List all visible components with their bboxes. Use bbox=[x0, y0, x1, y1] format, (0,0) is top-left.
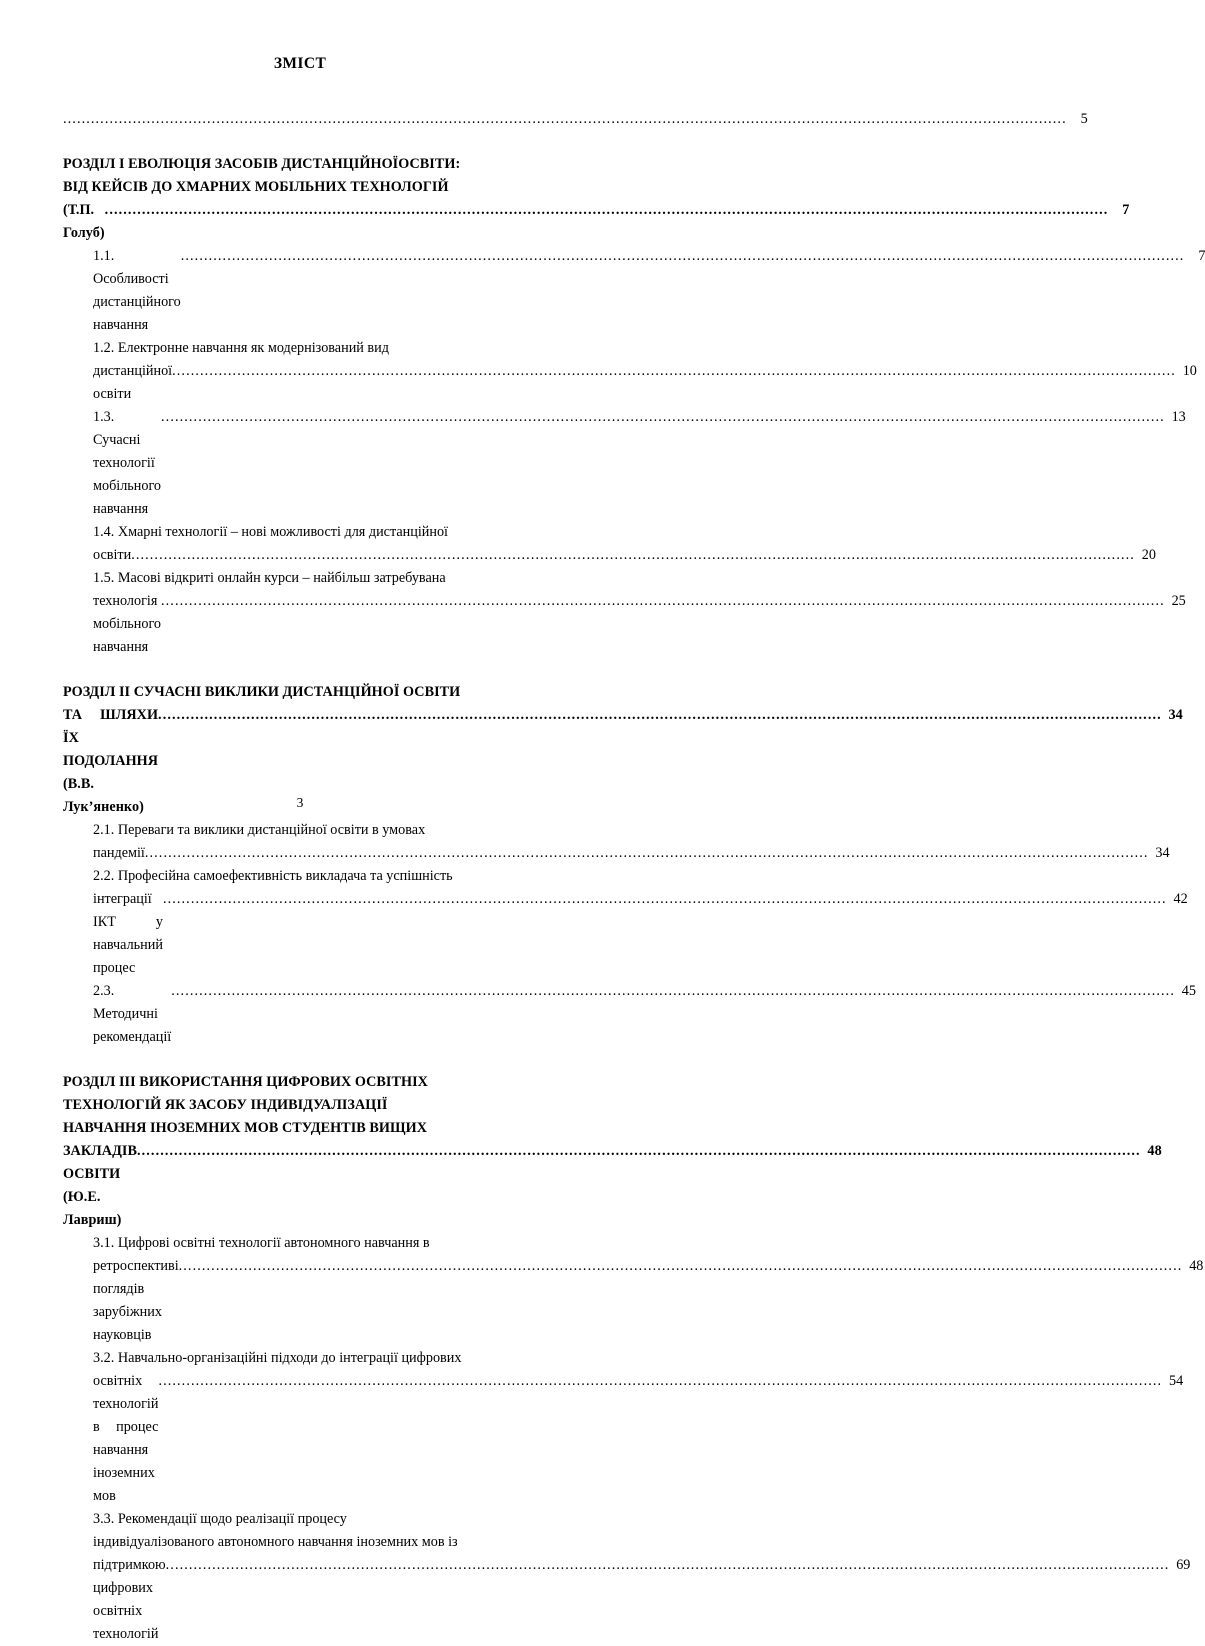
toc-entry-row bbox=[93, 1255, 1204, 1347]
dot-leader bbox=[172, 360, 1176, 383]
toc-entry-line: РОЗДІЛ ІІІ ВИКОРИСТАННЯ ЦИФРОВИХ ОСВІТНІХ bbox=[63, 1074, 428, 1090]
toc-entry-page-number: 5 bbox=[1080, 111, 1088, 127]
dot-leader bbox=[158, 1370, 1162, 1393]
toc-entry-label: пандемії bbox=[93, 845, 145, 861]
toc-entry-line: 2.2. Професійна самоефективність викладача та успішність bbox=[93, 868, 453, 884]
toc-entry-label: 1.1. Особливості дистанційного навчання bbox=[93, 248, 185, 333]
dot-leader bbox=[163, 888, 1167, 911]
section-spacer bbox=[63, 131, 539, 153]
toc-chapter-entry[interactable] bbox=[63, 1071, 1162, 1232]
toc-entry-row bbox=[93, 360, 1197, 406]
toc-subsection-entry[interactable] bbox=[93, 567, 1186, 659]
section-spacer bbox=[63, 659, 539, 681]
toc-entry-label: освіти bbox=[93, 547, 135, 563]
section-spacer bbox=[63, 1049, 539, 1071]
toc-entry-line: 1.5. Масові відкриті онлайн курси – найбільш затребувана bbox=[93, 570, 446, 586]
dot-leader bbox=[161, 590, 1165, 613]
table-of-contents bbox=[63, 108, 1205, 1646]
toc-entry-row bbox=[93, 980, 1196, 1049]
toc-entry-page-number: 54 bbox=[1168, 1373, 1184, 1389]
toc-entry-page-number: 34 bbox=[1168, 707, 1183, 723]
dot-leader bbox=[105, 199, 1109, 222]
toc-entry-label: технологія мобільного навчання bbox=[93, 593, 165, 655]
toc-entry-line: НАВЧАННЯ ІНОЗЕМНИХ МОВ СТУДЕНТІВ ВИЩИХ bbox=[63, 1120, 427, 1136]
toc-entry-page-number: 10 bbox=[1182, 363, 1197, 379]
toc-subsection-entry[interactable] bbox=[93, 980, 1196, 1049]
toc-entry-line: РОЗДІЛ І ЕВОЛЮЦІЯ ЗАСОБІВ ДИСТАНЦІЙНОЇОСВІТИ: bbox=[63, 156, 461, 172]
toc-entry-label: ТА ШЛЯХИ ЇХ ПОДОЛАННЯ (В.В. Лук’яненко) bbox=[63, 707, 162, 815]
toc-entry-line: ТЕХНОЛОГІЙ ЯК ЗАСОБУ ІНДИВІДУАЛІЗАЦІЇ bbox=[63, 1097, 388, 1113]
toc-entry-label: ЗАКЛАДІВ ОСВІТИ (Ю.Е. Лавриш) bbox=[63, 1143, 141, 1228]
toc-chapter-entry[interactable] bbox=[63, 153, 1130, 245]
toc-subsection-entry[interactable] bbox=[93, 1508, 1191, 1646]
toc-entry-label: ретроспективі поглядів зарубіжних науковців bbox=[93, 1258, 183, 1343]
dot-leader bbox=[63, 108, 1067, 131]
toc-entry-row bbox=[63, 108, 1088, 131]
toc-subsection-entry[interactable] bbox=[93, 521, 1156, 567]
toc-subsection-entry[interactable] bbox=[93, 337, 1197, 406]
toc-entry-page-number: 7 bbox=[1198, 248, 1205, 264]
toc-entry-line: індивідуалізованого автономного навчання іноземних мов із bbox=[93, 1534, 458, 1550]
toc-entry-line: 3.1. Цифрові освітні технології автономного навчання в bbox=[93, 1235, 430, 1251]
dot-leader bbox=[131, 544, 1135, 567]
toc-entry-label: освітніх технологій в процес навчання іноземних мов bbox=[93, 1373, 162, 1504]
toc-entry-line: 3.3. Рекомендації щодо реалізації процесу bbox=[93, 1511, 347, 1527]
toc-subsection-entry[interactable] bbox=[93, 406, 1186, 521]
toc-entry-row bbox=[63, 1140, 1162, 1232]
toc-entry-page-number: 7 bbox=[1122, 202, 1130, 218]
toc-entry-page-number: 48 bbox=[1147, 1143, 1162, 1159]
toc-entry-row bbox=[93, 842, 1170, 865]
toc-subsection-entry[interactable] bbox=[93, 1347, 1184, 1508]
toc-entry-label: 2.3. Методичні рекомендації bbox=[93, 983, 172, 1045]
toc-entry-line: 2.1. Переваги та виклики дистанційної освіти в умовах bbox=[93, 822, 426, 838]
toc-entry-page-number: 25 bbox=[1171, 593, 1186, 609]
toc-entry-line: 1.4. Хмарні технології – нові можливості для дистанційної bbox=[93, 524, 448, 540]
toc-entry-label: (Т.П. Голуб) bbox=[63, 202, 109, 241]
dot-leader bbox=[179, 1255, 1183, 1278]
toc-entry-row bbox=[93, 544, 1156, 567]
toc-entry-line: ВІД КЕЙСІВ ДО ХМАРНИХ МОБІЛЬНИХ ТЕХНОЛОГІЙ bbox=[63, 179, 449, 195]
toc-entry-row bbox=[93, 1370, 1184, 1508]
toc-subsection-entry[interactable] bbox=[93, 245, 1205, 337]
toc-entry-line: РОЗДІЛ ІІ СУЧАСНІ ВИКЛИКИ ДИСТАНЦІЙНОЇ ОСВІТИ bbox=[63, 684, 461, 700]
toc-entry-row bbox=[63, 199, 1130, 245]
dot-leader bbox=[137, 1140, 1141, 1163]
dot-leader bbox=[158, 704, 1162, 727]
toc-entry-page-number: 42 bbox=[1173, 891, 1188, 907]
toc-entry[interactable] bbox=[63, 108, 1088, 131]
toc-entry-line: 1.2. Електронне навчання як модернізований вид bbox=[93, 340, 389, 356]
toc-entry-page-number: 20 bbox=[1141, 547, 1156, 563]
toc-entry-page-number: 45 bbox=[1181, 983, 1196, 999]
toc-entry-label: 1.3. Сучасні технології мобільного навчання bbox=[93, 409, 165, 517]
toc-entry-page-number: 13 bbox=[1171, 409, 1186, 425]
toc-entry-row bbox=[93, 1554, 1191, 1646]
toc-entry-label: підтримкою цифрових освітніх технологій bbox=[93, 1557, 170, 1642]
toc-entry-page-number: 69 bbox=[1176, 1557, 1191, 1573]
page-title: ЗМІСТ bbox=[273, 55, 327, 72]
toc-entry-row bbox=[93, 245, 1205, 337]
dot-leader bbox=[145, 842, 1149, 865]
dot-leader bbox=[181, 245, 1185, 268]
toc-entry-page-number: 48 bbox=[1189, 1258, 1204, 1274]
dot-leader bbox=[171, 980, 1175, 1003]
toc-subsection-entry[interactable] bbox=[93, 819, 1170, 865]
toc-entry-row bbox=[93, 888, 1188, 980]
toc-entry-label: інтеграції ІКТ у навчальний процес bbox=[93, 891, 167, 976]
toc-entry-row bbox=[93, 590, 1186, 659]
dot-leader bbox=[166, 1554, 1170, 1577]
toc-entry-row bbox=[93, 406, 1186, 521]
toc-subsection-entry[interactable] bbox=[93, 1232, 1204, 1347]
toc-entry-page-number: 34 bbox=[1155, 845, 1170, 861]
dot-leader bbox=[161, 406, 1165, 429]
toc-entry-label: дистанційної освіти bbox=[93, 363, 176, 402]
toc-subsection-entry[interactable] bbox=[93, 865, 1188, 980]
page-number: 3 bbox=[296, 795, 304, 810]
toc-entry-line: 3.2. Навчально-організаційні підходи до інтеграції цифрових bbox=[93, 1350, 462, 1366]
